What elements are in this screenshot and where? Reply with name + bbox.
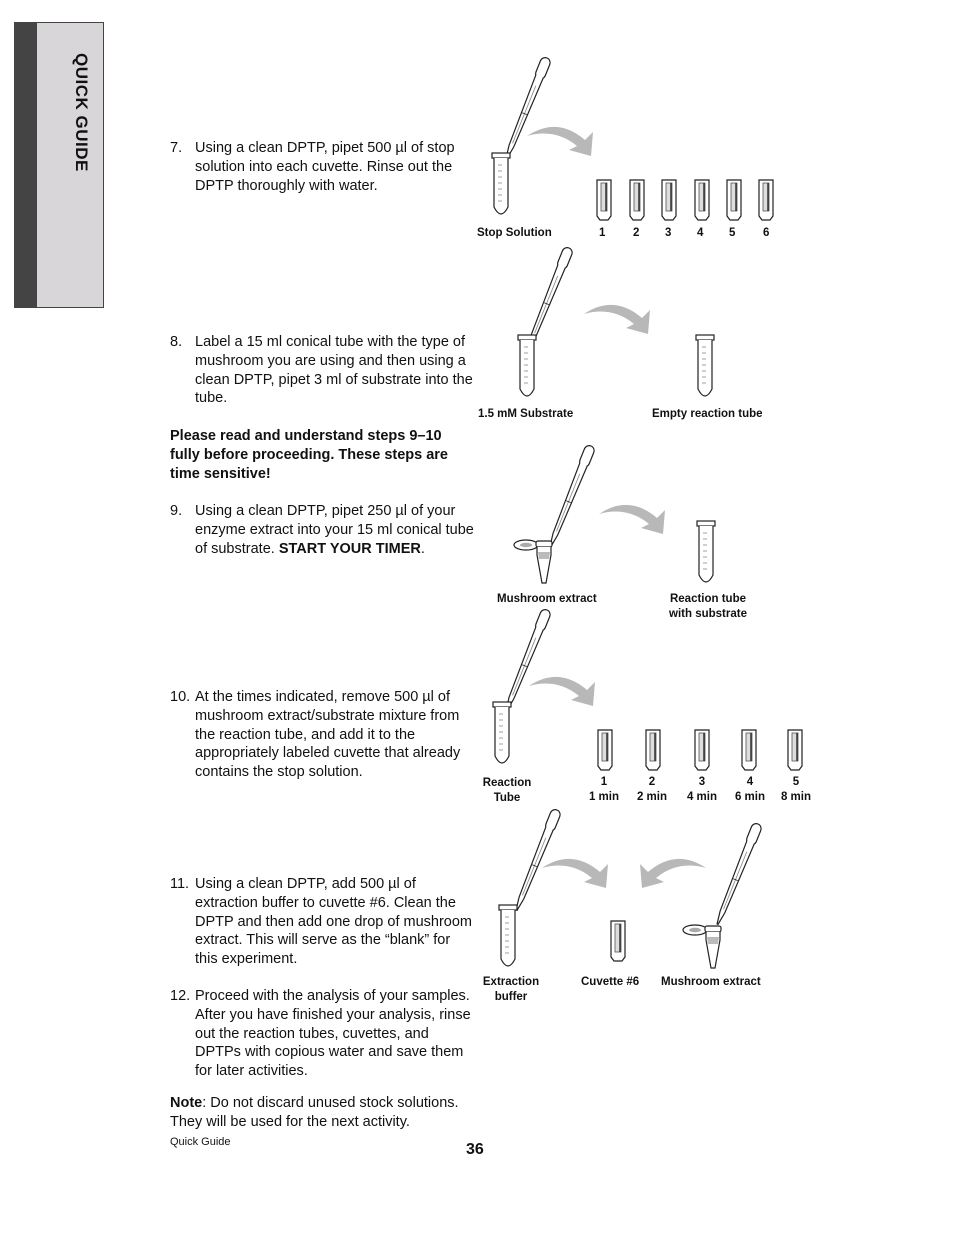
page-number: 36 — [466, 1141, 484, 1158]
label-cuvette-number: 1 — [599, 227, 606, 239]
label-cuvette-time — [729, 775, 771, 805]
footer-section-label: Quick Guide — [170, 1136, 231, 1148]
step-number: 7. — [170, 140, 183, 156]
label-line: Tube — [493, 792, 521, 804]
label-stop-solution: Stop Solution — [477, 227, 552, 239]
note-text: : Do not discard unused stock solutions. They will be used for the next activity. — [170, 1095, 459, 1130]
label-cuvette-number: 6 — [763, 227, 770, 239]
label-cuvette-number: 3 — [665, 227, 672, 239]
label-cuvette-time — [631, 775, 673, 805]
label-mushroom-extract-blank: Mushroom extract — [661, 976, 761, 988]
label-line: Extraction — [482, 976, 540, 988]
cuvette-time: 8 min — [780, 791, 812, 803]
step-text: Proceed with the analysis of your samples. After you have finished your analysis, rinse out the reaction tubes, cuvettes, and DPTPs with copious water and save them for later activities. — [195, 988, 471, 1080]
cuvette-number: 1 — [600, 776, 608, 788]
label-cuvette-6: Cuvette #6 — [581, 976, 640, 988]
step-text-part: Using a clean DPTP, pipet 250 µl of your enzyme extract into your 15 ml conical tube of substrate. — [195, 503, 474, 557]
tab-label: QUICK GUIDE — [72, 53, 91, 172]
label-cuvette-number: 4 — [697, 227, 704, 239]
label-substrate: 1.5 mM Substrate — [478, 408, 574, 420]
timer-emphasis: START YOUR TIMER — [278, 540, 421, 557]
step-text: Label a 15 ml conical tube with the type of mushroom you are using and then using a clean DPTP, pipet 3 ml of substrate into the tube. — [195, 334, 473, 407]
label-cuvette-number: 2 — [633, 227, 640, 239]
cuvette-number: 3 — [698, 776, 706, 788]
cuvette-number: 4 — [746, 776, 754, 788]
cuvette-time: 2 min — [636, 791, 668, 803]
cuvette-time: 6 min — [734, 791, 766, 803]
label-reaction-tube-with-substrate — [660, 592, 756, 622]
step-number: 12. — [170, 988, 191, 1004]
label-line: buffer — [494, 991, 528, 1003]
note-label: Note — [170, 1095, 203, 1111]
step-number: 11. — [170, 876, 190, 892]
label-extraction-buffer — [479, 975, 543, 1005]
cuvette-time: 4 min — [686, 791, 718, 803]
label-line: Reaction tube — [669, 593, 747, 605]
label-cuvette-time — [775, 775, 817, 805]
label-cuvette-number: 5 — [729, 227, 736, 239]
step-number: 10. — [170, 689, 191, 705]
step-text: Using a clean DPTP, pipet 500 µl of stop solution into each cuvette. Rinse out the DPTP thoroughly with water. — [195, 140, 455, 194]
step-number: 8. — [170, 334, 183, 350]
step-text-part: . — [420, 540, 425, 557]
step-text: Using a clean DPTP, add 500 µl of extraction buffer to cuvette #6. Clean the DPTP and then add one drop of mushroom extract. This will serve as the “blank” for this experiment. — [195, 876, 473, 968]
label-line: with substrate — [669, 608, 747, 620]
label-reaction-tube — [479, 776, 535, 806]
warning-text: Please read and understand steps 9–10 fully before proceeding. These steps are time sensitive! — [170, 428, 448, 482]
label-mushroom-extract: Mushroom extract — [497, 593, 597, 605]
label-cuvette-time — [681, 775, 723, 805]
cuvette-number: 5 — [792, 776, 800, 788]
label-empty-reaction-tube: Empty reaction tube — [652, 408, 763, 420]
label-cuvette-time — [583, 775, 625, 805]
cuvette-time: 1 min — [588, 791, 620, 803]
label-line: Reaction — [482, 777, 532, 789]
step-number: 9. — [170, 503, 183, 519]
cuvette-number: 2 — [648, 776, 656, 788]
step-text: At the times indicated, remove 500 µl of mushroom extract/substrate mixture from the reaction tube, and add it to the appropriately labeled cuvette that already contains the stop solution. — [195, 689, 461, 781]
